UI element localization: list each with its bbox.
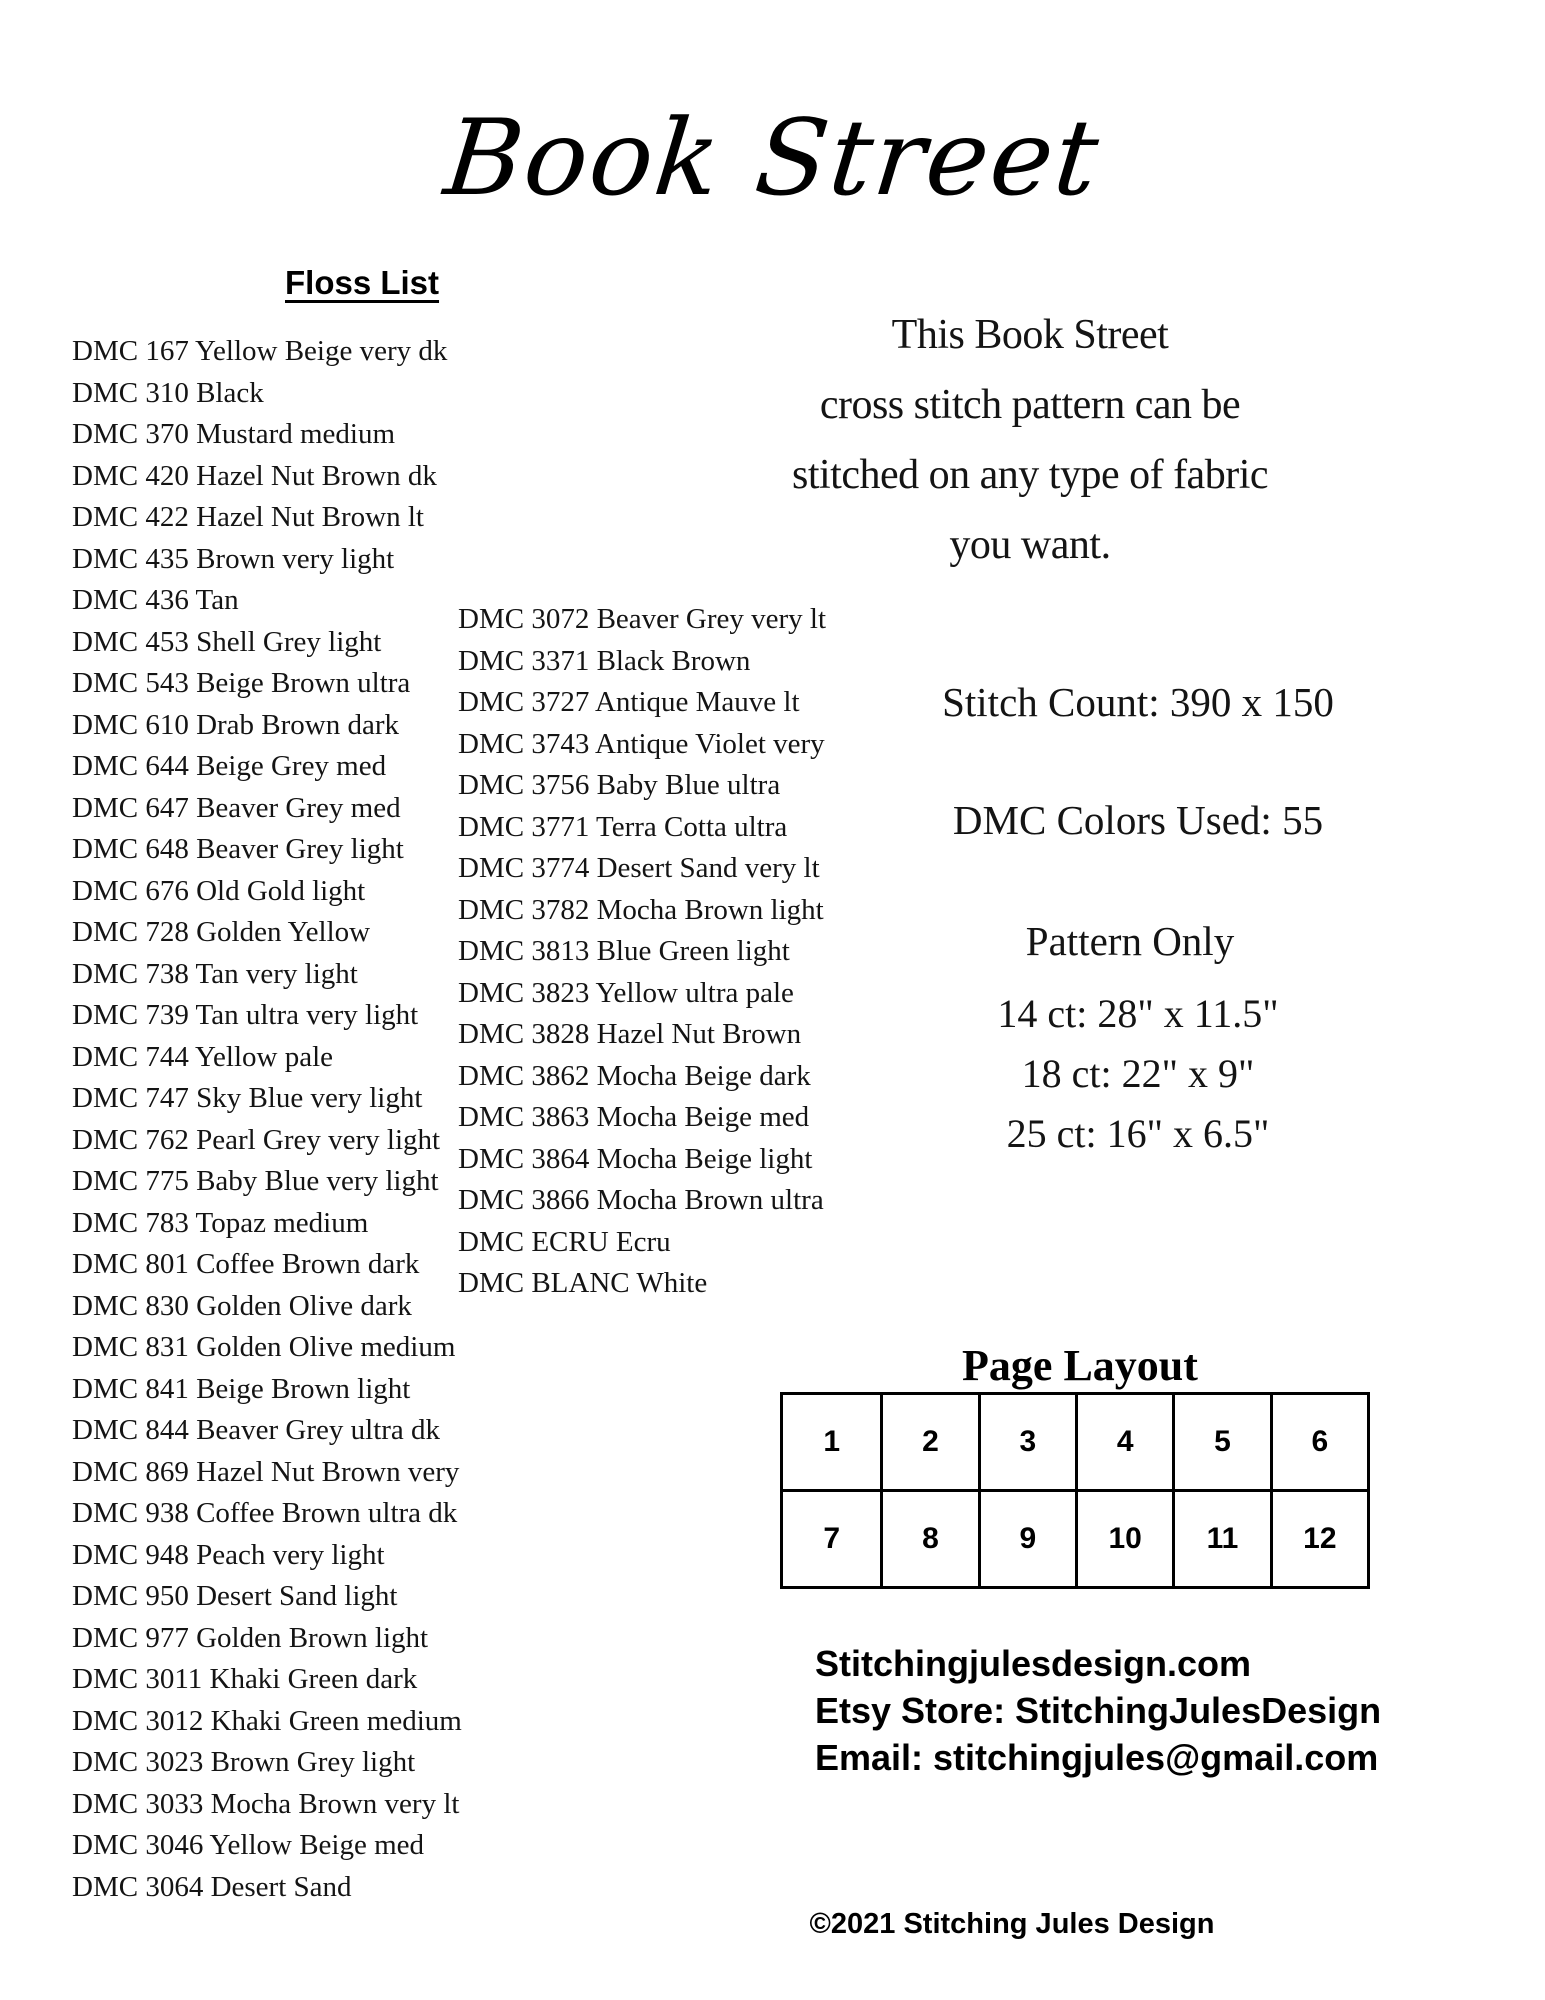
floss-item: DMC 3727 Antique Mauve lt (458, 686, 800, 718)
page-layout-row-2 (783, 1489, 1367, 1586)
floss-item: DMC 676 Old Gold light (72, 874, 366, 907)
stitch-count: Stitch Count: 390 x 150 (942, 679, 1334, 725)
floss-item: DMC 3823 Yellow ultra pale (458, 976, 794, 1009)
page-layout-cell: 8 (880, 1489, 977, 1586)
floss-item: DMC 831 Golden Olive medium (72, 1331, 456, 1363)
floss-item: DMC 950 Desert Sand light (72, 1580, 398, 1612)
floss-item: DMC 938 Coffee Brown ultra dk (72, 1497, 458, 1529)
floss-item: DMC 3813 Blue Green light (458, 935, 790, 967)
page-layout-cell: 11 (1172, 1489, 1269, 1586)
floss-item: DMC BLANC White (458, 1267, 708, 1299)
floss-item: DMC 775 Baby Blue very light (72, 1165, 439, 1197)
website-text: Stitchingjulesdesign.com (815, 1643, 1252, 1684)
floss-item: DMC 3072 Beaver Grey very lt (458, 603, 827, 635)
fabric-sizes (997, 984, 1278, 1164)
floss-item: DMC 948 Peach very light (72, 1538, 385, 1571)
floss-item: DMC 3371 Black Brown (458, 644, 751, 677)
floss-item: DMC 3756 Baby Blue ultra (458, 769, 781, 801)
description-line: This Book Street (891, 312, 1169, 358)
floss-item: DMC 310 Black (72, 376, 264, 409)
floss-item: DMC 610 Drab Brown dark (72, 708, 400, 741)
floss-item: DMC 543 Beige Brown ultra (72, 667, 411, 699)
dmc-colors-used: DMC Colors Used: 55 (952, 797, 1324, 843)
floss-item: DMC 3743 Antique Violet very (458, 727, 825, 760)
contact-block (815, 1640, 1381, 1781)
floss-item: DMC 422 Hazel Nut Brown lt (72, 501, 424, 533)
floss-item: DMC 420 Hazel Nut Brown dk (72, 459, 437, 492)
floss-item: DMC 3828 Hazel Nut Brown (458, 1018, 802, 1050)
page-layout-heading: Page Layout (962, 1341, 1198, 1390)
floss-item: DMC 370 Mustard medium (72, 418, 396, 450)
floss-item: DMC 3866 Mocha Brown ultra (458, 1184, 824, 1216)
page-layout-cell: 10 (1075, 1489, 1172, 1586)
page-layout-cell: 5 (1172, 1395, 1269, 1489)
floss-item: DMC 738 Tan very light (72, 957, 358, 990)
floss-item: DMC 3023 Brown Grey light (72, 1746, 416, 1778)
floss-item: DMC 977 Golden Brown light (72, 1621, 429, 1654)
floss-item: DMC 436 Tan (72, 584, 239, 616)
fabric-size-line: 18 ct: 22" x 9" (1021, 1051, 1255, 1096)
floss-item: DMC 739 Tan ultra very light (72, 999, 419, 1031)
etsy-store-text: Etsy Store: StitchingJulesDesign (815, 1690, 1382, 1731)
page-layout-row-1 (783, 1395, 1367, 1489)
floss-item: DMC 3033 Mocha Brown very lt (72, 1787, 460, 1820)
floss-item: DMC 3011 Khaki Green dark (72, 1663, 418, 1695)
page-layout-cell: 4 (1075, 1395, 1172, 1489)
floss-item: DMC ECRU Ecru (458, 1225, 671, 1258)
floss-item: DMC 3046 Yellow Beige med (72, 1829, 425, 1861)
floss-item: DMC 3774 Desert Sand very lt (458, 852, 820, 884)
page-layout-cell: 3 (978, 1395, 1075, 1489)
floss-item: DMC 841 Beige Brown light (72, 1372, 411, 1405)
page-layout-cell: 7 (783, 1489, 880, 1586)
floss-item: DMC 3012 Khaki Green medium (72, 1704, 462, 1737)
floss-item: DMC 728 Golden Yellow (72, 916, 371, 948)
floss-item: DMC 3862 Mocha Beige dark (458, 1059, 811, 1092)
floss-item: DMC 647 Beaver Grey med (72, 791, 401, 824)
page-layout-cell: 6 (1270, 1395, 1367, 1489)
email-text: Email: stitchingjules@gmail.com (815, 1737, 1379, 1778)
floss-item: DMC 747 Sky Blue very light (72, 1082, 423, 1114)
page-layout-cell: 2 (880, 1395, 977, 1489)
pattern-only-label: Pattern Only (1025, 918, 1235, 964)
floss-item: DMC 744 Yellow pale (72, 1040, 334, 1073)
floss-list-column-2 (458, 599, 826, 1305)
description-line: cross stitch pattern can be (819, 382, 1241, 428)
floss-item: DMC 3782 Mocha Brown light (458, 893, 824, 926)
floss-item: DMC 167 Yellow Beige very dk (72, 335, 448, 367)
page-title: Book Street (439, 97, 1106, 219)
floss-item: DMC 3064 Desert Sand (72, 1870, 352, 1903)
floss-item: DMC 844 Beaver Grey ultra dk (72, 1414, 441, 1446)
page-layout-cell: 1 (823, 1425, 840, 1458)
floss-item: DMC 3863 Mocha Beige med (458, 1101, 810, 1133)
floss-item: DMC 830 Golden Olive dark (72, 1289, 412, 1322)
fabric-size-line: 14 ct: 28" x 11.5" (997, 991, 1279, 1036)
floss-item: DMC 762 Pearl Grey very light (72, 1123, 441, 1156)
copyright-text: ©2021 Stitching Jules Design (809, 1908, 1215, 1940)
floss-item: DMC 801 Coffee Brown dark (72, 1248, 420, 1280)
page-layout-cell: 12 (1270, 1489, 1367, 1586)
floss-item: DMC 644 Beige Grey med (72, 750, 387, 782)
page-layout-cell: 9 (978, 1489, 1075, 1586)
floss-item: DMC 3771 Terra Cotta ultra (458, 810, 788, 843)
description-line: you want. (949, 522, 1111, 568)
description-line: stitched on any type of fabric (792, 452, 1268, 498)
page-layout-table (780, 1392, 1370, 1589)
floss-list-heading: Floss List (285, 264, 440, 301)
fabric-size-line: 25 ct: 16" x 6.5" (1006, 1111, 1270, 1156)
floss-item: DMC 869 Hazel Nut Brown very (72, 1455, 460, 1488)
pattern-description (792, 300, 1268, 580)
floss-item: DMC 435 Brown very light (72, 542, 395, 575)
floss-item: DMC 453 Shell Grey light (72, 625, 382, 658)
floss-item: DMC 3864 Mocha Beige light (458, 1142, 813, 1175)
floss-item: DMC 783 Topaz medium (72, 1206, 369, 1239)
floss-item: DMC 648 Beaver Grey light (72, 833, 404, 865)
floss-list-column-1 (72, 331, 462, 1908)
